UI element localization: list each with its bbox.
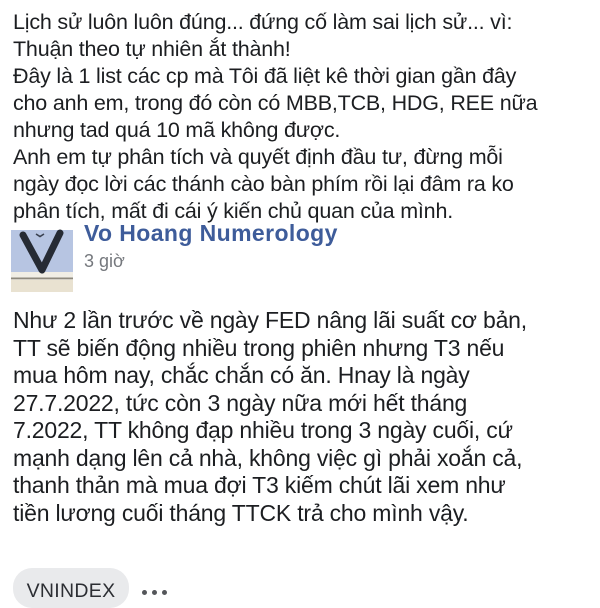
intro-post-line: Thuận theo tự nhiên ắt thành! [13, 37, 291, 61]
intro-post-line: nhưng tad quá 10 mã không được. [13, 118, 341, 142]
post-body-text [13, 307, 598, 527]
tag-chip-vnindex[interactable] [13, 568, 129, 608]
intro-post-line: cho anh em, trong đó còn có MBB,TCB, HDG, REE nữa [13, 91, 538, 115]
post-header [0, 220, 600, 300]
ellipsis-dot [142, 590, 147, 595]
post-body-line: mạnh dạng lên cả nhà, không việc gì phải xoắn cả, [13, 444, 523, 471]
intro-post-text [13, 9, 595, 225]
ellipsis-dot [152, 590, 157, 595]
post-body-line: TT sẽ biến động nhiều trong phiên nhưng T3 nếu [13, 334, 505, 361]
more-tags-ellipsis-icon[interactable] [142, 590, 167, 595]
intro-post-line: Lịch sử luôn luôn đúng... đứng cố làm sai lịch sử... vì: [13, 10, 513, 34]
avatar-v-graphic [11, 230, 73, 292]
author-name[interactable] [84, 220, 404, 246]
post-timestamp[interactable]: 3 giờ [84, 251, 125, 271]
post-body-line: 27.7.2022, tức còn 3 ngày nữa mới hết tháng [13, 389, 468, 416]
intro-post-line: Đây là 1 list các cp mà Tôi đã liệt kê thời gian gần đây [13, 64, 517, 88]
intro-post-line: phân tích, mất đi cái ý kiến chủ quan của mình. [13, 199, 453, 223]
tag-chip-label: VNINDEX [26, 580, 116, 602]
intro-post-line: Anh em tự phân tích và quyết định đầu tư, đừng mỗi [13, 145, 503, 169]
author-name-label: Vo Hoang Numerology [84, 220, 338, 246]
ellipsis-dot [162, 590, 167, 595]
post-body-line: mua hôm nay, chắc chắn có ăn. Hnay là ngày [13, 362, 470, 388]
post-body-line: Như 2 lần trước về ngày FED nâng lãi suất cơ bản, [13, 307, 527, 333]
post-body-line: tiền lương cuối tháng TTCK trả cho mình vậy. [13, 499, 469, 526]
avatar-photo [11, 230, 73, 292]
post-body-line: 7.2022, TT không đạp nhiều trong 3 ngày cuối, cứ [13, 417, 513, 443]
avatar[interactable] [11, 236, 73, 292]
post-body-line: thanh thản mà mua đợi T3 kiếm chút lãi xem như [13, 472, 506, 498]
intro-post-line: ngày đọc lời các thánh cào bàn phím rồi lại đâm ra ko [13, 172, 514, 196]
